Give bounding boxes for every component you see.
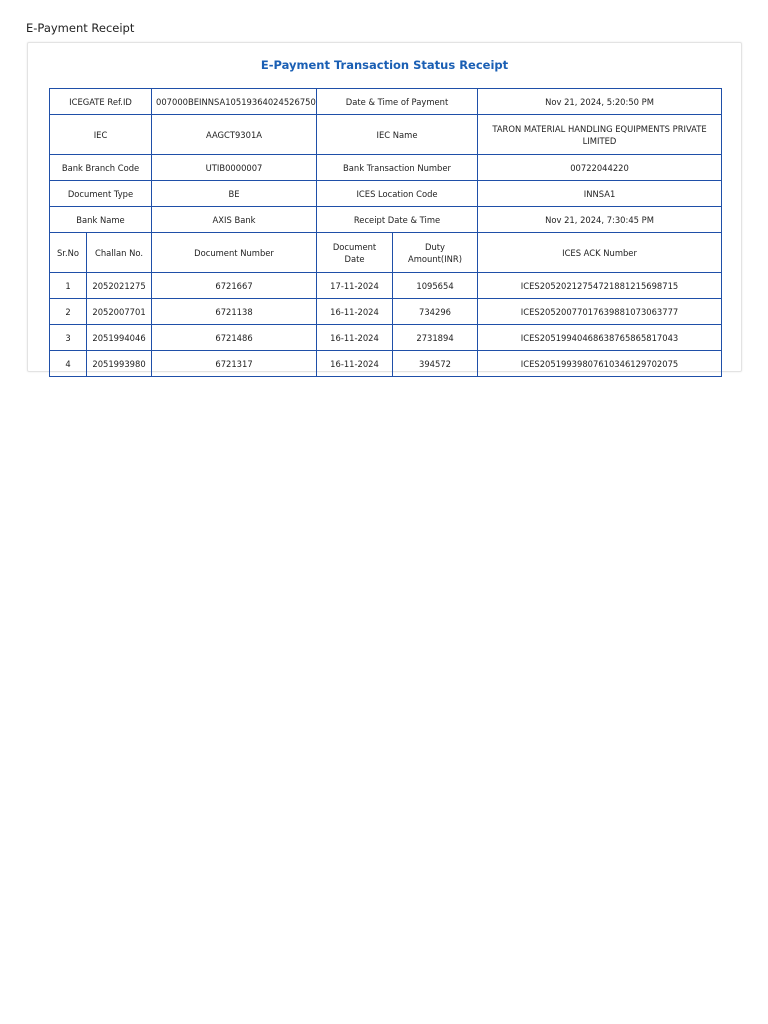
receipt-datetime-value: Nov 21, 2024, 7:30:45 PM [478,207,722,233]
duty-amount-cell: 394572 [393,351,478,377]
info-row [50,115,722,155]
doc-type-value: BE [152,181,317,207]
info-row [50,181,722,207]
receipt-title: E-Payment Transaction Status Receipt [260,58,509,72]
ices-ack-number-cell: ICES20519940468638765865817043 [478,325,722,351]
table-row [50,351,722,377]
challan-no-cell: 2052021275 [87,273,152,299]
payment-datetime-value: Nov 21, 2024, 5:20:50 PM [478,89,722,115]
table-row [50,325,722,351]
challan-no-cell: 2052007701 [87,299,152,325]
ices-ack-number-cell: ICES20519939807610346129702075 [478,351,722,377]
column-header-document-number: Document Number [152,233,317,273]
ices-ack-number-cell: ICES20520212754721881215698715 [478,273,722,299]
column-header-document-date: Document Date [317,233,393,273]
table-row [50,299,722,325]
iec-name-value: TARON MATERIAL HANDLING EQUIPMENTS PRIVATE LIMITED [478,115,722,155]
bank-name-value: AXIS Bank [152,207,317,233]
bank-branch-label: Bank Branch Code [50,155,152,181]
document-date-cell: 16-11-2024 [317,325,393,351]
ices-location-value: INNSA1 [478,181,722,207]
info-row [50,89,722,115]
ices-location-label: ICES Location Code [317,181,478,207]
info-row [50,155,722,181]
document-date-cell: 17-11-2024 [317,273,393,299]
challan-header-row [50,233,722,273]
bank-txn-value: 00722044220 [478,155,722,181]
bank-name-label: Bank Name [50,207,152,233]
ices-ack-number-cell: ICES20520077017639881073063777 [478,299,722,325]
duty-amount-cell: 2731894 [393,325,478,351]
duty-amount-cell: 1095654 [393,273,478,299]
sr-no-cell: 3 [50,325,87,351]
column-header-ices-ack-number: ICES ACK Number [478,233,722,273]
bank-txn-label: Bank Transaction Number [317,155,478,181]
iec-value: AAGCT9301A [152,115,317,155]
document-number-cell: 6721667 [152,273,317,299]
column-header-duty-amount: Duty Amount(INR) [393,233,478,273]
duty-amount-cell: 734296 [393,299,478,325]
challan-no-cell: 2051994046 [87,325,152,351]
receipt-card [27,42,742,372]
column-header-sr-no: Sr.No [50,233,87,273]
page-heading: E-Payment Receipt [26,21,135,35]
receipt-table [49,88,722,377]
document-date-cell: 16-11-2024 [317,351,393,377]
bank-branch-value: UTIB0000007 [152,155,317,181]
sr-no-cell: 1 [50,273,87,299]
document-number-cell: 6721138 [152,299,317,325]
document-date-cell: 16-11-2024 [317,299,393,325]
sr-no-cell: 2 [50,299,87,325]
iec-label: IEC [50,115,152,155]
info-row [50,207,722,233]
iec-name-label: IEC Name [317,115,478,155]
challan-no-cell: 2051993980 [87,351,152,377]
receipt-datetime-label: Receipt Date & Time [317,207,478,233]
payment-datetime-label: Date & Time of Payment [317,89,478,115]
table-row [50,273,722,299]
icegate-ref-label: ICEGATE Ref.ID [50,89,152,115]
document-number-cell: 6721317 [152,351,317,377]
sr-no-cell: 4 [50,351,87,377]
column-header-challan-no: Challan No. [87,233,152,273]
document-number-cell: 6721486 [152,325,317,351]
icegate-ref-value: 007000BEINNSA10519364024526750 [152,89,317,115]
doc-type-label: Document Type [50,181,152,207]
